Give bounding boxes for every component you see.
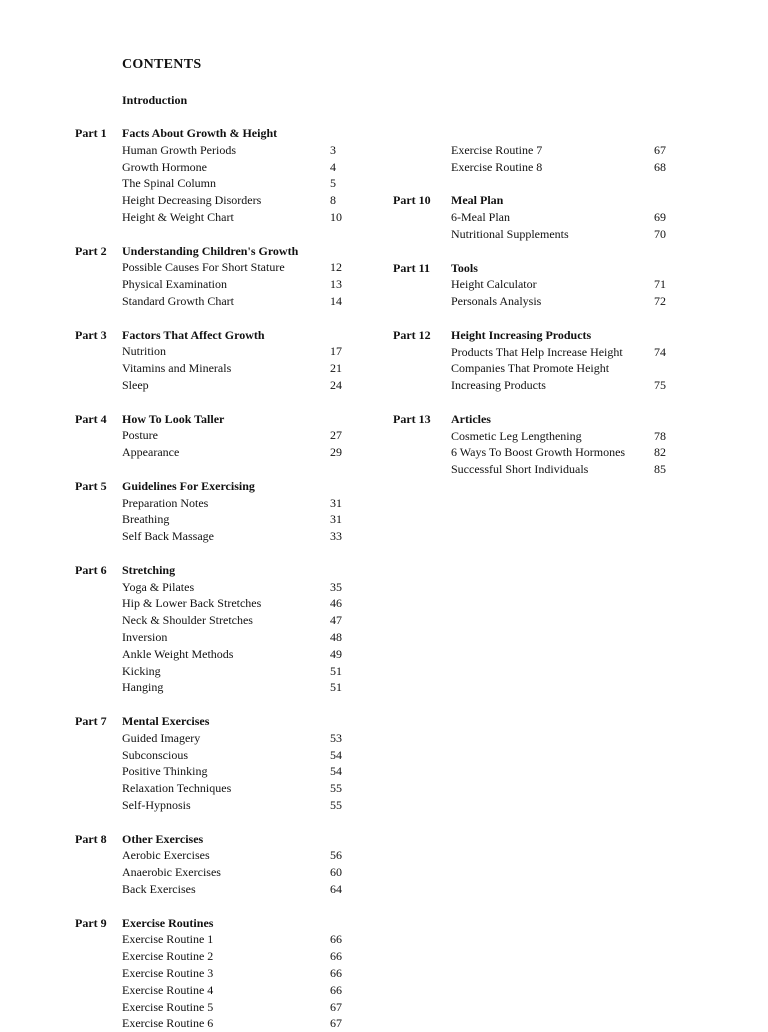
toc-entry-title: Exercise Routine 5	[122, 999, 214, 1014]
toc-entry-title: Physical Examination	[122, 277, 227, 292]
toc-entry-page: 5	[330, 176, 336, 191]
toc-entry-title: Nutrition	[122, 344, 166, 359]
toc-entry-title: 6 Ways To Boost Growth Hormones	[451, 445, 626, 460]
toc-entry-page: 21	[330, 361, 342, 376]
toc-entry-page: 78	[654, 428, 666, 443]
toc-entry-page: 35	[330, 579, 342, 594]
toc-entry-title: Products That Help Increase Height	[451, 344, 623, 359]
toc-entry-title: Exercise Routine 4	[122, 982, 214, 997]
toc-entry-title: Relaxation Techniques	[122, 781, 232, 796]
part-label: Part 9	[75, 915, 107, 930]
part-label: Part 7	[75, 714, 107, 728]
toc-entry-title: Inversion	[122, 630, 168, 644]
part-label: Part 11	[393, 260, 430, 275]
toc-entry-title: Aerobic Exercises	[122, 848, 210, 863]
part-title: Articles	[451, 411, 491, 426]
toc-entry-page: 67	[330, 1016, 342, 1031]
toc-entry-title: Self-Hypnosis	[122, 798, 191, 812]
toc-entry-page: 85	[654, 462, 666, 477]
toc-entry-page: 56	[330, 848, 342, 863]
part-label: Part 5	[75, 478, 107, 493]
part-label: Part 1	[75, 126, 107, 140]
toc-entry-title: Sleep	[122, 378, 149, 392]
toc-entry-page: 3	[330, 142, 336, 157]
toc-entry-title: Preparation Notes	[122, 495, 209, 510]
toc-entry-title: Appearance	[122, 445, 180, 460]
toc-entry-title: Standard Growth Chart	[122, 294, 234, 308]
toc-entry-title: Height & Weight Chart	[122, 210, 234, 224]
toc-entry-page: 51	[330, 663, 342, 678]
toc-entry-page: 24	[330, 378, 342, 392]
part-label: Part 12	[393, 327, 431, 342]
toc-entry-page: 72	[654, 294, 666, 309]
toc-entry-page: 31	[330, 512, 342, 527]
toc-entry-page: 55	[330, 798, 342, 812]
toc-entry-page: 13	[330, 277, 342, 292]
part-label: Part 3	[75, 327, 107, 342]
toc-entry-title: Exercise Routine 6	[122, 1016, 214, 1031]
part-title: Mental Exercises	[122, 714, 210, 728]
part-title: Height Increasing Products	[451, 327, 592, 342]
toc-entry-page: 66	[330, 982, 342, 997]
toc-entry-page: 17	[330, 344, 342, 359]
toc-entry-title: Height Calculator	[451, 277, 537, 292]
toc-entry-title: Personals Analysis	[451, 294, 542, 309]
toc-entry-page: 47	[330, 613, 342, 628]
toc-entry-page: 68	[654, 159, 666, 174]
toc-entry-page: 31	[330, 495, 342, 510]
toc-entry-title: Nutritional Supplements	[451, 227, 569, 241]
toc-entry-title: Successful Short Individuals	[451, 462, 589, 477]
toc-entry-title: Increasing Products	[451, 378, 546, 393]
toc-entry-title: Vitamins and Minerals	[122, 361, 232, 376]
toc-entry-page: 46	[330, 596, 342, 611]
part-title: Other Exercises	[122, 831, 204, 846]
part-title: Meal Plan	[451, 193, 504, 208]
toc-entry-page: 60	[330, 865, 342, 880]
toc-entry-title: Hanging	[122, 680, 164, 695]
part-title: Guidelines For Exercising	[122, 478, 255, 493]
toc-entry-page: 29	[330, 445, 342, 460]
toc-entry-title: Positive Thinking	[122, 764, 208, 779]
part-label: Part 8	[75, 831, 107, 846]
toc-entry-title: Exercise Routine 3	[122, 966, 214, 980]
toc-entry-page: 8	[330, 193, 336, 208]
toc-entry-title: Exercise Routine 2	[122, 949, 214, 964]
toc-entry-page: 53	[330, 730, 342, 745]
toc-entry-title: Exercise Routine 1	[122, 932, 214, 947]
part-label: Part 13	[393, 411, 431, 426]
part-title: Facts About Growth & Height	[122, 126, 278, 140]
toc-entry-page: 75	[654, 378, 666, 393]
toc-entry-title: Neck & Shoulder Stretches	[122, 613, 253, 628]
toc-entry-title: The Spinal Column	[122, 176, 216, 191]
part-title: Exercise Routines	[122, 915, 214, 930]
toc-entry-page: 71	[654, 277, 666, 292]
toc-entry-page: 64	[330, 882, 342, 896]
toc-entry-page: 66	[330, 932, 342, 947]
toc-entry-page: 33	[330, 529, 342, 544]
toc-entry-title: Guided Imagery	[122, 730, 201, 745]
toc-entry-title: Growth Hormone	[122, 159, 207, 174]
part-title: Stretching	[122, 562, 176, 577]
toc-entry-title: Exercise Routine 8	[451, 159, 543, 174]
contents-heading: CONTENTS	[122, 57, 202, 72]
toc-entry-page: 10	[330, 210, 342, 224]
part-label: Part 6	[75, 562, 107, 577]
toc-entry-page: 49	[330, 646, 342, 661]
toc-entry-page: 69	[654, 210, 666, 225]
toc-entry-page: 67	[330, 999, 342, 1014]
toc-entry-title: Possible Causes For Short Stature	[122, 260, 285, 275]
toc-entry-title: Self Back Massage	[122, 529, 214, 544]
toc-entry-page: 74	[654, 344, 666, 359]
introduction-heading: Introduction	[122, 93, 188, 107]
toc-entry-title: Human Growth Periods	[122, 142, 236, 157]
toc-entry-page: 14	[330, 294, 342, 308]
part-title: Understanding Children's Growth	[122, 243, 299, 258]
toc-entry-title: Posture	[122, 428, 158, 443]
part-title: How To Look Taller	[122, 411, 225, 426]
toc-entry-title: Subconscious	[122, 747, 188, 762]
toc-entry-title: Back Exercises	[122, 882, 196, 896]
toc-entry-page: 4	[330, 159, 336, 174]
toc-entry-title: 6-Meal Plan	[451, 210, 510, 225]
toc-entry-title: Breathing	[122, 512, 170, 527]
toc-entry-title: Cosmetic Leg Lengthening	[451, 428, 582, 443]
toc-entry-page: 67	[654, 143, 666, 157]
toc-entry-title: Ankle Weight Methods	[122, 646, 234, 661]
toc-entry-title: Yoga & Pilates	[122, 579, 195, 594]
toc-entry-title: Height Decreasing Disorders	[122, 193, 262, 208]
part-label: Part 4	[75, 411, 107, 426]
toc-entry-page: 54	[330, 764, 342, 779]
toc-entry-page: 66	[330, 966, 342, 980]
toc-entry-title: Companies That Promote Height	[451, 361, 610, 376]
part-label: Part 2	[75, 243, 107, 258]
toc-entry-title: Kicking	[122, 663, 161, 678]
toc-entry-page: 66	[330, 949, 342, 964]
toc-entry-page: 70	[654, 227, 666, 241]
toc-entry-page: 54	[330, 747, 342, 762]
toc-entry-title: Exercise Routine 7	[451, 143, 543, 157]
part-title: Tools	[451, 260, 478, 275]
toc-entry-page: 12	[330, 260, 342, 275]
toc-entry-page: 82	[654, 445, 666, 460]
toc-entry-page: 55	[330, 781, 342, 796]
part-label: Part 10	[393, 193, 431, 208]
toc-entry-page: 51	[330, 680, 342, 695]
toc-entry-title: Anaerobic Exercises	[122, 865, 221, 880]
toc-entry-page: 48	[330, 630, 342, 644]
part-title: Factors That Affect Growth	[122, 327, 265, 342]
toc-entry-title: Hip & Lower Back Stretches	[122, 596, 262, 611]
toc-entry-page: 27	[330, 428, 342, 443]
